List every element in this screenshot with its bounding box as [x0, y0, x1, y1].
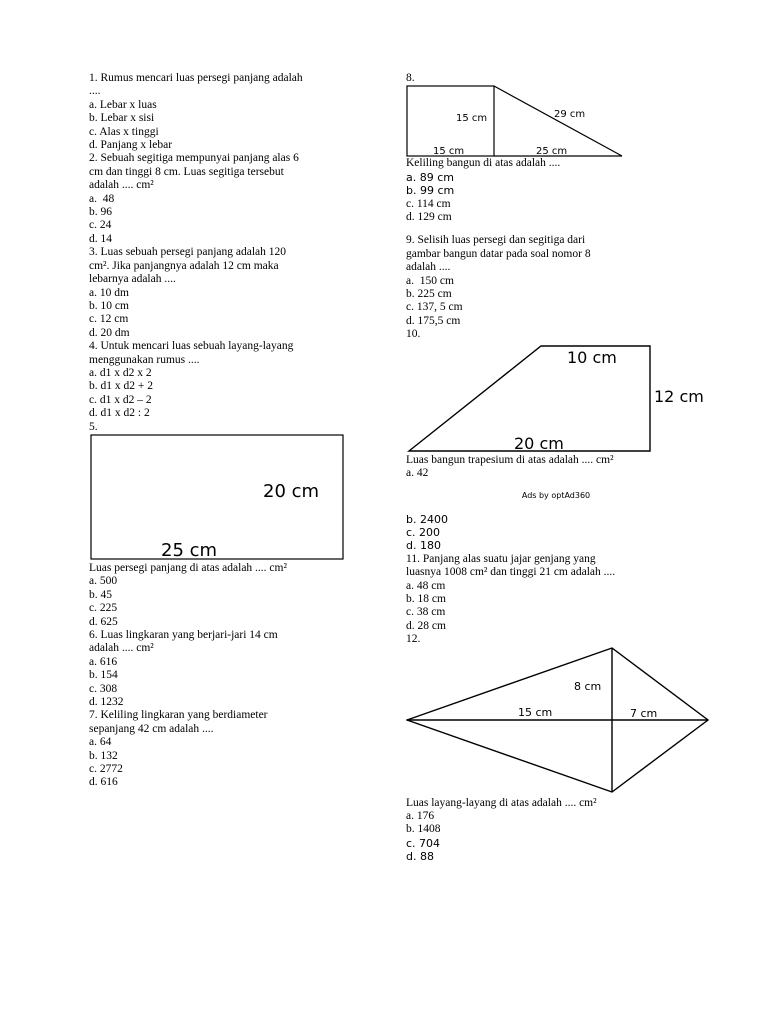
q2-option: c. 24: [89, 219, 112, 232]
q10-option: c. 200: [406, 525, 441, 539]
q4-option: b. d1 x d2 + 2: [89, 380, 153, 393]
q6-line: adalah .... cm²: [89, 642, 154, 655]
q5-option: a. 500: [89, 575, 118, 588]
q8-option: c. 114 cm: [406, 197, 451, 210]
q5-number: 5.: [89, 420, 98, 433]
q7-option: a. 64: [89, 736, 112, 749]
q6-line: 6. Luas lingkaran yang berjari-jari 14 cm: [89, 629, 278, 641]
question-4: [89, 340, 365, 420]
q3-option: c. 12 cm: [89, 313, 129, 326]
q11-option: d. 28 cm: [406, 619, 446, 632]
q7-option: b. 132: [89, 749, 118, 762]
q1-option: d. Panjang x lebar: [89, 139, 173, 152]
q6-option: b. 154: [89, 669, 118, 682]
q2-line: 2. Sebuah segitiga mempunyai panjang alas 6: [89, 152, 299, 165]
q5-line: Luas persegi panjang di atas adalah .... cm²: [89, 561, 287, 574]
q11-option: b. 18 cm: [406, 592, 446, 605]
q5-option: c. 225: [89, 602, 118, 615]
q12-line: Luas layang-layang di atas adalah .... cm²: [406, 796, 597, 809]
q2-line: adalah .... cm²: [89, 179, 154, 192]
q10-number: 10.: [406, 328, 421, 341]
q8-number: 8.: [406, 72, 415, 84]
q11-option: c. 38 cm: [406, 606, 446, 619]
right-column: [406, 72, 706, 864]
q2-line: cm dan tinggi 8 cm. Luas segitiga tersebut: [89, 165, 284, 178]
q10-option: d. 180: [406, 539, 441, 553]
trapezoid-figure: [406, 342, 710, 454]
question-11: [406, 553, 706, 633]
q3-line: lebarnya adalah ....: [89, 273, 176, 286]
q3-option: d. 20 dm: [89, 326, 130, 339]
question-12: [406, 797, 706, 864]
q12-option: b. 1408: [406, 823, 441, 836]
q8-line: Keliling bangun di atas adalah ....: [406, 157, 561, 170]
q4-option: d. d1 x d2 : 2: [89, 407, 150, 420]
question-6: [89, 629, 365, 709]
q9-line: adalah ....: [406, 261, 451, 274]
question-1: [89, 72, 365, 152]
q6-option: a. 616: [89, 655, 118, 668]
question-3: [89, 246, 365, 340]
question-10: [406, 454, 706, 553]
q3-option: a. 10 dm: [89, 286, 129, 299]
kite-vertical-label: 8 cm: [574, 679, 602, 693]
q5-option: d. 625: [89, 615, 118, 628]
q4-option: a. d1 x d2 x 2: [89, 366, 152, 379]
q12-option: c. 704: [406, 836, 441, 850]
triangle-hyp-label: 29 cm: [554, 109, 586, 121]
q1-option: b. Lebar x sisi: [89, 112, 155, 125]
q9-option: b. 225 cm: [406, 288, 452, 301]
q11-option: a. 48 cm: [406, 579, 446, 592]
q10-option: a. 42: [406, 467, 429, 480]
ads-label[interactable]: Ads by optAd360: [521, 490, 591, 500]
left-column: [89, 72, 365, 790]
q7-option: d. 616: [89, 776, 118, 789]
triangle-base-label: 25 cm: [536, 146, 568, 158]
q9-option: a. 150 cm: [406, 274, 454, 287]
q4-line: menggunakan rumus ....: [89, 353, 200, 366]
q2-option: d. 14: [89, 232, 112, 245]
q9-line: gambar bangun datar pada soal nomor 8: [406, 247, 591, 260]
q1-option: a. Lebar x luas: [89, 98, 157, 111]
rect-bottom-label: 25 cm: [161, 539, 218, 561]
q12-number: 12.: [406, 633, 421, 646]
q9-option: d. 175,5 cm: [406, 314, 461, 327]
question-9: [406, 234, 706, 328]
rectangle-figure: [89, 434, 349, 562]
trapezoid-bottom-label: 20 cm: [514, 433, 564, 453]
square-triangle-figure: [406, 85, 646, 157]
kite-right-label: 7 cm: [630, 706, 658, 720]
q3-line: 3. Luas sebuah persegi panjang adalah 120: [89, 246, 287, 259]
kite-left-label: 15 cm: [518, 705, 553, 719]
q2-option: b. 96: [89, 206, 112, 219]
q1-option: c. Alas x tinggi: [89, 125, 159, 138]
q3-option: b. 10 cm: [89, 299, 129, 312]
q12-option: a. 176: [406, 809, 435, 822]
q9-option: c. 137, 5 cm: [406, 301, 463, 314]
q8-option: b. 99 cm: [406, 184, 455, 198]
q1-line: ....: [89, 85, 101, 98]
q7-option: c. 2772: [89, 763, 123, 776]
q9-line: 9. Selisih luas persegi dan segitiga dari: [406, 234, 586, 247]
q5-option: b. 45: [89, 588, 112, 601]
kite-figure: [406, 647, 712, 797]
question-7: [89, 709, 365, 789]
q12-option: d. 88: [406, 850, 434, 864]
q11-line: 11. Panjang alas suatu jajar genjang yang: [406, 552, 596, 565]
q11-line: luasnya 1008 cm² dan tinggi 21 cm adalah ....: [406, 566, 616, 579]
q10-line: Luas bangun trapesium di atas adalah .... cm²: [406, 453, 614, 466]
q3-line: cm². Jika panjangnya adalah 12 cm maka: [89, 259, 279, 272]
question-8: [406, 157, 706, 224]
q6-option: d. 1232: [89, 696, 124, 709]
q10-option: b. 2400: [406, 512, 448, 526]
q8-option: d. 129 cm: [406, 211, 452, 224]
question-2: [89, 152, 365, 246]
q7-line: 7. Keliling lingkaran yang berdiameter: [89, 709, 268, 722]
q4-option: c. d1 x d2 – 2: [89, 393, 152, 406]
question-5: [89, 562, 365, 629]
q1-line: 1. Rumus mencari luas persegi panjang adalah: [89, 72, 303, 84]
q7-line: sepanjang 42 cm adalah ....: [89, 722, 214, 735]
q2-option: a. 48: [89, 192, 115, 205]
q4-line: 4. Untuk mencari luas sebuah layang-layang: [89, 340, 294, 353]
q6-option: c. 308: [89, 682, 118, 695]
q8-option: a. 89 cm: [406, 170, 454, 184]
trapezoid-top-label: 10 cm: [567, 347, 617, 367]
square-base-label: 15 cm: [433, 146, 465, 158]
square-height-label: 15 cm: [456, 113, 488, 125]
trapezoid-side-label: 12 cm: [654, 386, 704, 406]
rect-side-label: 20 cm: [263, 480, 320, 502]
